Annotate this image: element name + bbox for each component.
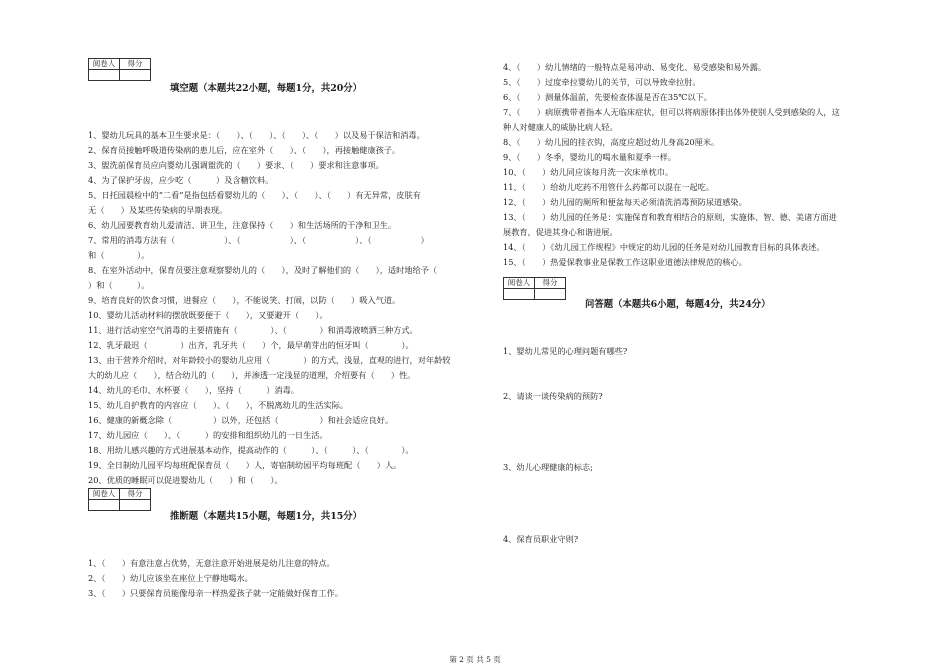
- score-label: 得分: [535, 278, 566, 289]
- reviewer-cell[interactable]: [504, 289, 535, 300]
- reviewer-label: 阅卷人: [504, 278, 535, 289]
- qa-q3: 3、幼儿心理健康的标志;: [503, 462, 593, 472]
- reviewer-cell[interactable]: [89, 500, 120, 511]
- fill-q3: 3、盥洗前保育员应向婴幼儿强调盥洗的（ ）要求、（ ）要求和注意事项。: [88, 160, 384, 170]
- reviewer-label: 阅卷人: [89, 59, 120, 70]
- judge-q12: 12、（ ）幼儿园的厕所和便盆每天必须清洗消毒预防尿道感染。: [503, 197, 747, 207]
- fill-q9: 9、培育良好的饮食习惯，进餐应（ ），不能说笑、打闹，以防（ ）吸入气道。: [88, 295, 401, 305]
- qa-section-title: 问答题（本题共6小题，每题4分，共24分）: [585, 299, 771, 310]
- fill-q7: 7、常用的消毒方法有（ ）、（ ）、（ ）、（ ）: [88, 235, 429, 245]
- judge-q9: 9、（ ）冬季，婴幼儿的喝水量和夏季一样。: [503, 152, 677, 162]
- reviewer-cell[interactable]: [89, 70, 120, 81]
- judge-q10: 10、（ ）幼儿同应该每月洗一次床单枕巾。: [503, 167, 674, 177]
- score-table-qa: [503, 277, 566, 300]
- score-table-judge: [88, 488, 151, 511]
- page-footer: 第 2 页 共 5 页: [449, 655, 501, 664]
- judge-q14: 14、（ ）《幼儿园工作规程》中规定的幼儿园的任务是对幼儿园教育目标的具体表述。: [503, 242, 825, 252]
- qa-q4: 4、保育员职业守则?: [503, 534, 579, 544]
- judge-q7-cont: 种人对健康人的威胁比病人轻。: [503, 122, 618, 132]
- judge-q8: 8、（ ）幼儿园的挂衣钩，高度应超过幼儿身高20厘米。: [503, 137, 720, 147]
- score-cell[interactable]: [535, 289, 566, 300]
- judge-q1: 1、（ ）有意注意占优势，无意注意开始进展是幼儿注意的特点。: [88, 558, 335, 568]
- score-cell[interactable]: [120, 70, 151, 81]
- fill-q16: 16、健康的新概念除（ ）以外，还包括（ ）和社会适应良好。: [88, 415, 394, 425]
- fill-q17: 17、幼儿园应（ ）、（ ）的安排和组织幼儿的一日生活。: [88, 430, 328, 440]
- score-table-fill: [88, 58, 151, 81]
- reviewer-label: 阅卷人: [89, 489, 120, 500]
- qa-q1: 1、婴幼儿常见的心理问题有哪些?: [503, 346, 628, 356]
- qa-q2: 2、请谈一谈传染病的预防?: [503, 391, 603, 401]
- judge-q15: 15、（ ）热爱保教事业是保教工作这职业道德法律规范的核心。: [503, 257, 747, 267]
- fill-section-title: 填空题（本题共22小题，每题1分，共20分）: [170, 83, 362, 94]
- judge-q3: 3、（ ）只要保育员能像母亲一样热爱孩子就一定能做好保育工作。: [88, 588, 343, 598]
- fill-q2: 2、保育员接触呼吸道传染病的患儿后，应在室外（ ）、（ ），再接触健康孩子。: [88, 145, 401, 155]
- judge-q5: 5、（ ）过度牵拉婴幼儿的关节，可以导致牵拉肘。: [503, 77, 701, 87]
- score-label: 得分: [120, 59, 151, 70]
- fill-q4: 4、为了保护牙齿，应少吃（ ）及含糖饮料。: [88, 175, 274, 185]
- judge-q2: 2、（ ）幼儿应该坐在座位上宁静地喝水。: [88, 573, 253, 583]
- fill-q20: 20、优质的睡眠可以促进婴幼儿（ ）和（ ）。: [88, 475, 283, 485]
- judge-q13: 13、（ ）幼儿园的任务是：实施保育和教育相结合的原则，实施体、智、德、美诸方面进: [503, 212, 837, 222]
- fill-q5-cont: 无（ ）及某些传染病的早期表现。: [88, 205, 228, 215]
- fill-q12: 12、乳牙最迟（ ）出齐，乳牙共（ ）个，最早萌芽出的恒牙叫（ ）。: [88, 340, 414, 350]
- fill-q14: 14、幼儿的毛巾、水杯要（ ），坚持（ ）消毒。: [88, 385, 300, 395]
- fill-q5: 5、日托园晨检中的“二看”是指包括看婴幼儿的（ ）、（ ）、（ ）有无异常，皮肤有: [88, 190, 421, 200]
- fill-q11: 11、进行活动室空气消毒的主要措施有（ ）、（ ）和消毒液喷洒三种方式。: [88, 325, 418, 335]
- judge-q11: 11、（ ）给幼儿吃药不用管什么药都可以混在一起吃。: [503, 182, 715, 192]
- score-label: 得分: [120, 489, 151, 500]
- fill-q10: 10、婴幼儿活动材料的摆放既要便于（ ），又要避开（ ）。: [88, 310, 328, 320]
- judge-q7: 7、（ ）病原携带者指本人无临床症状，但可以将病原体排出体外使别人受到感染的人，这: [503, 107, 840, 117]
- fill-q13: 13、由于营养介绍时，对年龄较小的婴幼儿应用（ ）的方式，浅显，直观的进行，对年龄较: [88, 355, 451, 365]
- judge-section-title: 推断题（本题共15小题，每题1分，共15分）: [170, 511, 362, 522]
- judge-q4: 4、（ ）幼儿情绪的一般特点是易冲动、易变化、易受感染和易外露。: [503, 62, 767, 72]
- fill-q13-cont: 大的幼儿应（ ），结合幼儿的（ ），并渗透一定浅显的道理，介绍要有（ ）性。: [88, 370, 416, 380]
- fill-q7-cont: 和（ ）。: [88, 250, 150, 260]
- score-cell[interactable]: [120, 500, 151, 511]
- fill-q1: 1、婴幼儿玩具的基本卫生要求是：（ ）、（ ）、（ ）、（ ）以及易于保洁和消毒。: [88, 130, 425, 140]
- judge-q6: 6、（ ）测量体温前，先要检查体温是否在35℃以下。: [503, 92, 712, 102]
- fill-q18: 18、用幼儿感兴趣的方式进展基本动作，提高动作的（ ）、（ ）、（ ）。: [88, 445, 414, 455]
- fill-q15: 15、幼儿自护教育的内容应（ ）、（ ），不脱离幼儿的生活实际。: [88, 400, 349, 410]
- fill-q8-cont: ）和（ ）。: [88, 280, 150, 290]
- judge-q13-cont: 展教育，促进其身心和谐进展。: [503, 227, 618, 237]
- fill-q19: 19、全日制幼儿园平均每班配保育员（ ）人，寄宿制幼园平均每班配（ ）人。: [88, 460, 402, 470]
- fill-q6: 6、幼儿园要教育幼儿爱清洁、讲卫生，注意保持（ ）和生活场所的干净和卫生。: [88, 220, 397, 230]
- fill-q8: 8、在室外活动中，保育员要注意观察婴幼儿的（ ），及时了解他们的（ ），适时地给予（: [88, 265, 438, 275]
